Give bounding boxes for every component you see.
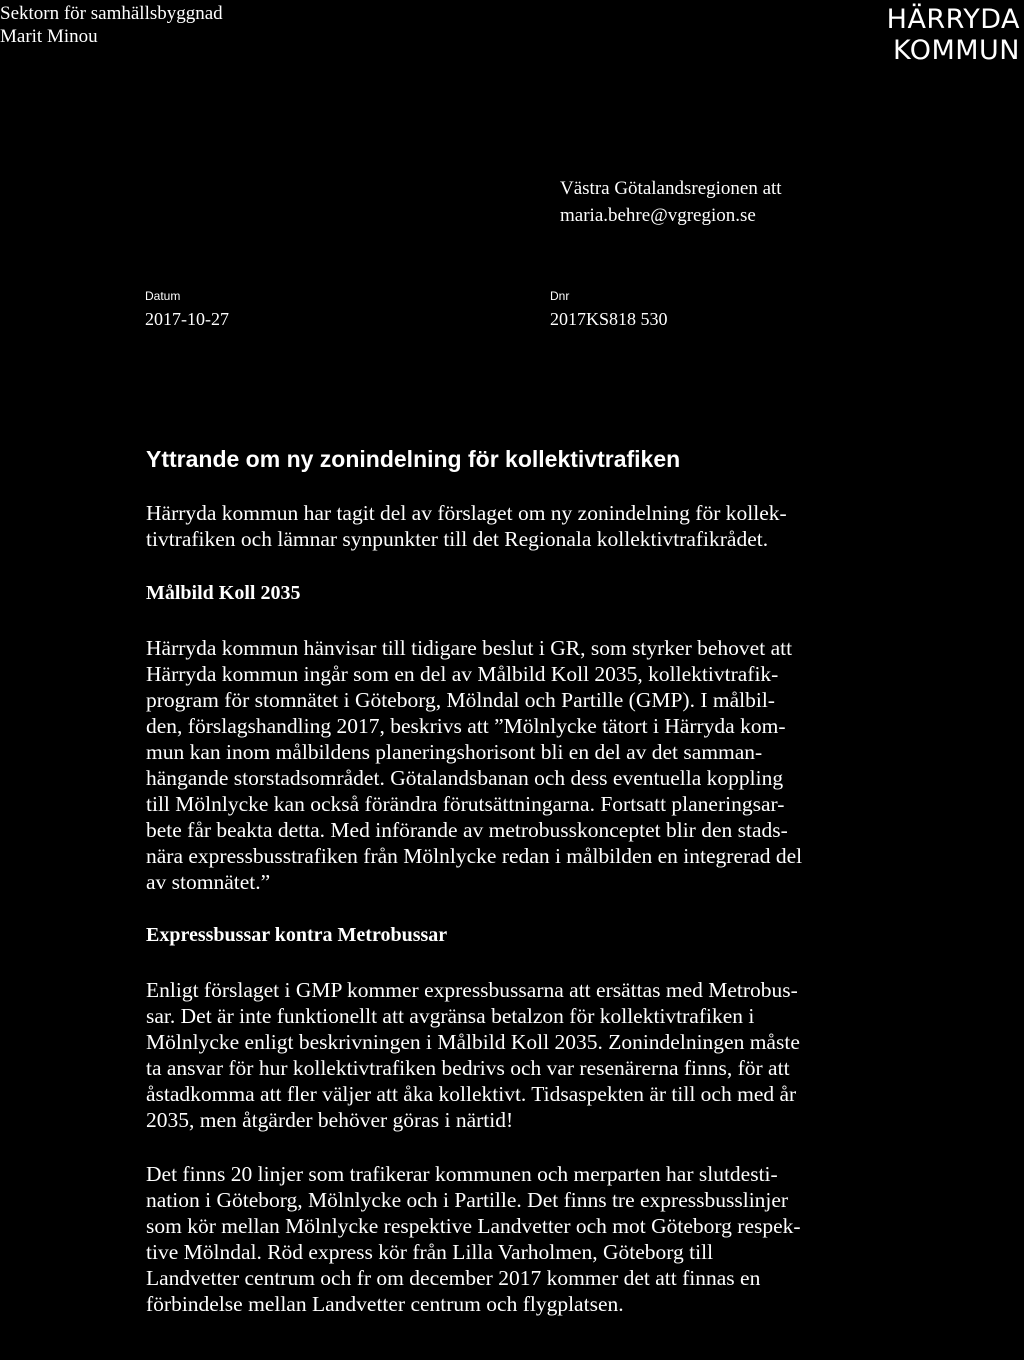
paragraph-line: Härryda kommun har tagit del av förslaget om ny zonindelning för kollek- <box>146 501 787 525</box>
dnr-label: Dnr <box>550 289 570 303</box>
sender-block <box>0 2 223 48</box>
paragraph-line: som kör mellan Mölnlycke respektive Landvetter och mot Göteborg respek- <box>146 1214 801 1238</box>
paragraph <box>146 977 896 1133</box>
recipient-organization: Västra Götalandsregionen att <box>560 178 782 199</box>
paragraph-line: mun kan inom målbildens planeringshorisont bli en del av det samman- <box>146 740 763 764</box>
section-heading: Målbild Koll 2035 <box>146 582 301 604</box>
paragraph <box>146 635 896 895</box>
recipient-block <box>560 175 782 229</box>
paragraph-line: nära expressbusstrafiken från Mölnlycke redan i målbilden en integrerad del <box>146 844 803 868</box>
paragraph <box>146 1161 896 1317</box>
paragraph-line: Härryda kommun hänvisar till tidigare beslut i GR, som styrker behovet att <box>146 636 793 660</box>
paragraph-line: Mölnlycke enligt beskrivningen i Målbild Koll 2035. Zonindelningen måste <box>146 1030 800 1054</box>
paragraph-line: Härryda kommun ingår som en del av Målbild Koll 2035, kollektivtrafik- <box>146 662 779 686</box>
logo-line-2: KOMMUN <box>892 35 1020 66</box>
document-body <box>146 500 896 1317</box>
paragraph-line: till Mölnlycke kan också förändra förutsättningarna. Fortsatt planeringsar- <box>146 792 785 816</box>
section-heading: Expressbussar kontra Metrobussar <box>146 924 448 946</box>
paragraph-line: Det finns 20 linjer som trafikerar kommunen och merparten har slutdesti- <box>146 1162 778 1186</box>
logo-line-1: HÄRRYDA <box>886 4 1020 35</box>
municipality-logo <box>887 4 1020 66</box>
date-value: 2017-10-27 <box>145 309 229 329</box>
sender-name: Marit Minou <box>0 26 98 47</box>
paragraph-line: 2035, men åtgärder behöver göras i närtid! <box>146 1108 514 1132</box>
paragraph-line: åstadkomma att fler väljer att åka kollektivt. Tidsaspekten är till och med år <box>146 1082 797 1106</box>
recipient-email: maria.behre@vgregion.se <box>560 205 756 226</box>
paragraph-line: Enligt förslaget i GMP kommer expressbussarna att ersättas med Metrobus- <box>146 978 798 1002</box>
paragraph-line: sar. Det är inte funktionellt att avgränsa betalzon för kollektivtrafiken i <box>146 1004 755 1028</box>
paragraph-line: ta ansvar för hur kollektivtrafiken bedrivs och var resenärerna finns, för att <box>146 1056 790 1080</box>
paragraph-line: bete får beakta detta. Med införande av metrobusskonceptet blir den stads- <box>146 818 788 842</box>
paragraph-line: hängande storstadsområdet. Götalandsbanan och dess eventuella koppling <box>146 766 784 790</box>
date-label: Datum <box>145 289 181 303</box>
document-title: Yttrande om ny zonindelning för kollektivtrafiken <box>146 446 681 472</box>
dnr-value: 2017KS818 530 <box>550 309 668 329</box>
paragraph-line: av stomnätet.” <box>146 870 271 894</box>
sender-department: Sektorn för samhällsbyggnad <box>0 3 223 24</box>
paragraph-line: tive Mölndal. Röd express kör från Lilla Varholmen, Göteborg till <box>146 1240 714 1264</box>
paragraph-line: nation i Göteborg, Mölnlycke och i Partille. Det finns tre expressbusslinjer <box>146 1188 789 1212</box>
paragraph-line: förbindelse mellan Landvetter centrum och flygplatsen. <box>146 1292 624 1316</box>
paragraph-line: program för stomnätet i Göteborg, Mölndal och Partille (GMP). I målbil- <box>146 688 775 712</box>
paragraph-line: tivtrafiken och lämnar synpunkter till det Regionala kollektivtrafikrådet. <box>146 527 769 551</box>
paragraph <box>146 500 896 552</box>
paragraph-line: den, förslagshandling 2017, beskrivs att ”Mölnlycke tätort i Härryda kom- <box>146 714 786 738</box>
paragraph-line: Landvetter centrum och fr om december 2017 kommer det att finnas en <box>146 1266 761 1290</box>
